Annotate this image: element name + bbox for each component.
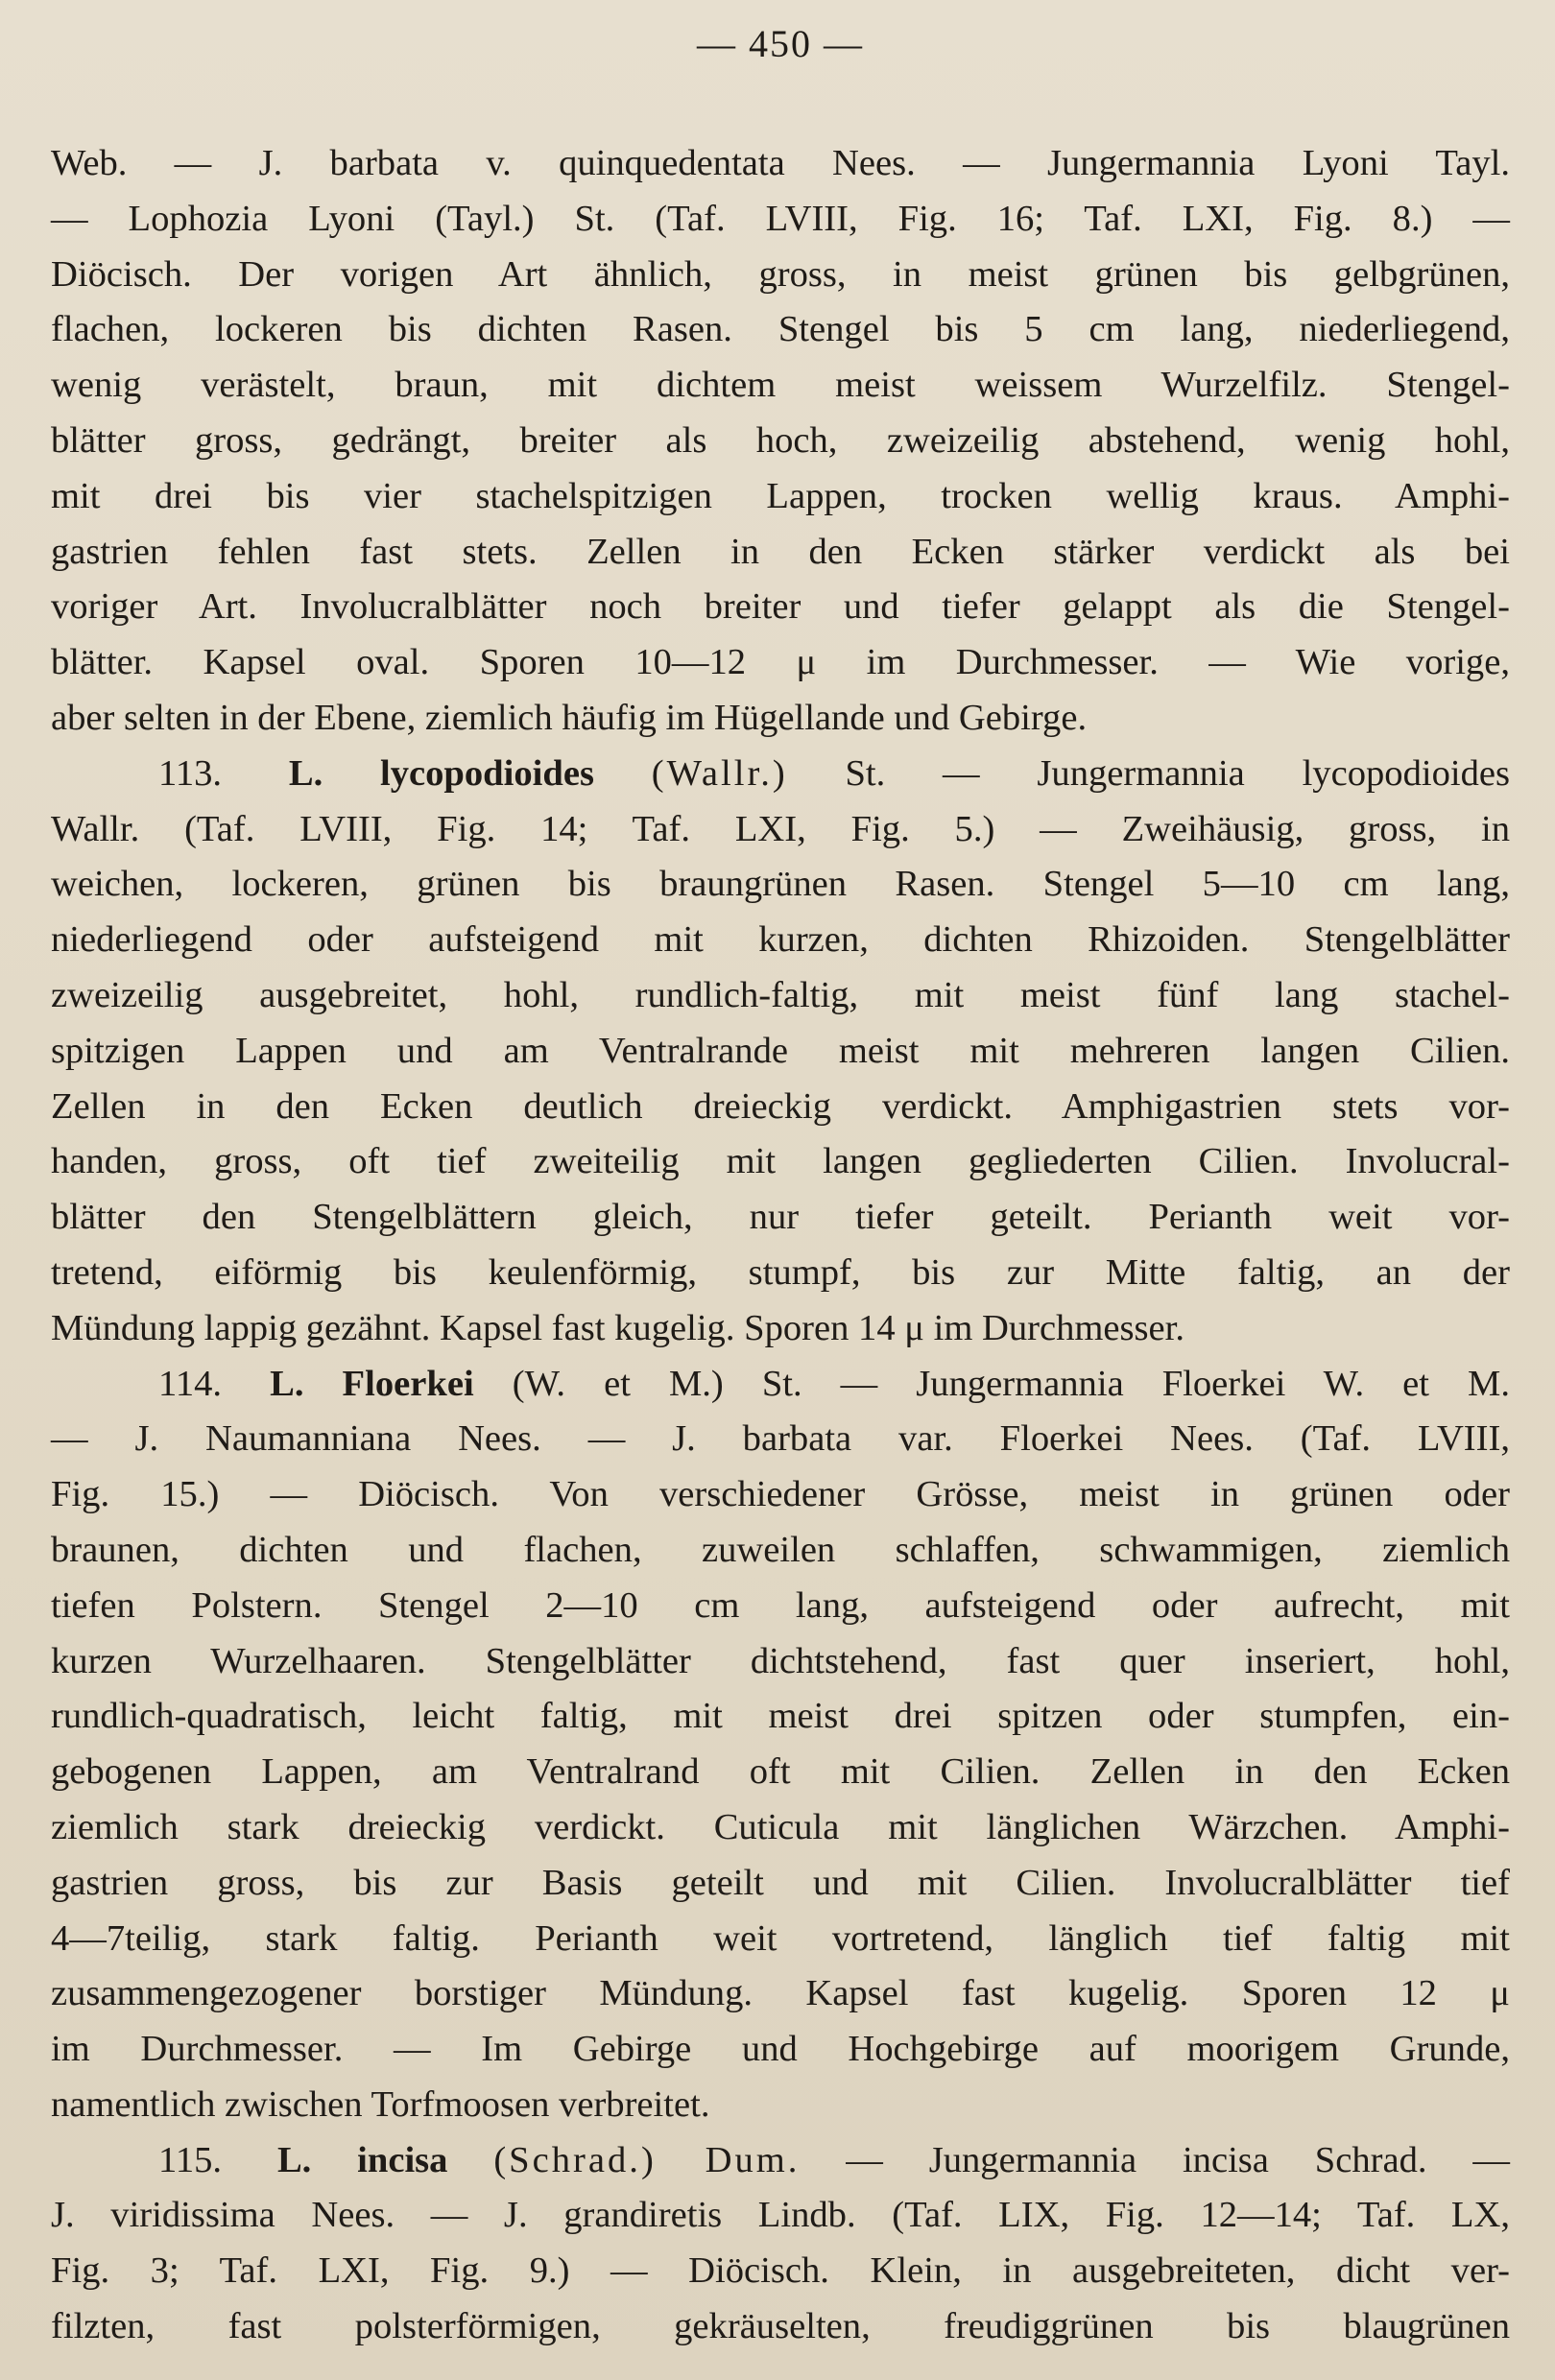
text-line: rundlich-quadratisch, leicht faltig, mit meist drei spitzen oder stumpfen, ein- <box>51 1696 1510 1737</box>
entry-number: 115. <box>158 2139 223 2180</box>
text-line: kurzen Wurzelhaaren. Stengelblätter dichtstehend, fast quer inseriert, hohl, <box>51 1640 1510 1681</box>
species-name: L. lycopodioides <box>288 752 594 794</box>
text-line: mit drei bis vier stachelspitzigen Lappen, trocken wellig kraus. Amphi- <box>51 475 1510 516</box>
text-line: aber selten in der Ebene, ziemlich häufig im Hügellande und Gebirge. <box>51 697 1088 738</box>
text-line: handen, gross, oft tief zweiteilig mit langen gegliederten Cilien. Involucral- <box>51 1141 1510 1182</box>
text-line: wenig verästelt, braun, mit dichtem meist weissem Wurzelfilz. Stengel- <box>51 365 1510 406</box>
text-line: zusammengezogener borstiger Mündung. Kapsel fast kugelig. Sporen 12 μ <box>51 1973 1510 2014</box>
text-line: blätter gross, gedrängt, breiter als hoch, zweizeilig abstehend, wenig hohl, <box>51 419 1510 461</box>
text-line: im Durchmesser. — Im Gebirge und Hochgebirge auf moorigem Grunde, <box>51 2029 1510 2070</box>
page-number: — 450 — <box>697 22 864 65</box>
species-entry-114 <box>51 1357 1510 2133</box>
text-line: — Lophozia Lyoni (Tayl.) St. (Taf. LVIII, Fig. 16; Taf. LXI, Fig. 8.) — <box>51 198 1510 239</box>
text-line: gastrien gross, bis zur Basis geteilt und mit Cilien. Involucralblätter tief <box>51 1862 1510 1903</box>
text-line: Wallr. (Taf. LVIII, Fig. 14; Taf. LXI, Fig. 5.) — Zweihäusig, gross, in <box>51 808 1510 849</box>
text-line: gebogenen Lappen, am Ventralrand oft mit Cilien. Zellen in den Ecken <box>51 1751 1510 1793</box>
text-line: J. viridissima Nees. — J. grandiretis Lindb. (Taf. LIX, Fig. 12—14; Taf. LX, <box>51 2195 1510 2236</box>
text-line: ziemlich stark dreieckig verdickt. Cuticula mit länglichen Wärzchen. Amphi- <box>51 1806 1510 1847</box>
text-line: — J. Naumanniana Nees. — J. barbata var. Floerkei Nees. (Taf. LVIII, <box>51 1418 1510 1460</box>
text-line: zweizeilig ausgebreitet, hohl, rundlich-faltig, mit meist fünf lang stachel- <box>51 974 1510 1015</box>
species-author: (W. et M.) <box>512 1363 724 1404</box>
text-line: tretend, eiförmig bis keulenförmig, stumpf, bis zur Mitte faltig, an der <box>51 1251 1510 1293</box>
text-line: blätter den Stengelblättern gleich, nur tiefer geteilt. Perianth weit vor- <box>51 1197 1510 1238</box>
entry-heading-line <box>51 2133 1510 2189</box>
entry-heading-line <box>51 747 1510 802</box>
text-line: Web. — J. barbata v. quinquedentata Nees. — Jungermannia Lyoni Tayl. <box>51 143 1510 183</box>
text-line: 4—7teilig, stark faltig. Perianth weit vortretend, länglich tief faltig mit <box>51 1917 1510 1959</box>
text-line: braunen, dichten und flachen, zuweilen schlaffen, schwammigen, ziemlich <box>51 1529 1510 1570</box>
text-line: voriger Art. Involucralblätter noch breiter und tiefer gelappt als die Stengel- <box>51 586 1510 628</box>
entry-text: St. — Jungermannia lycopodioides <box>845 752 1511 794</box>
text-line: spitzigen Lappen und am Ventralrande meist mit mehreren langen Cilien. <box>51 1030 1510 1071</box>
text-line: namentlich zwischen Torfmoosen verbreitet. <box>51 2083 710 2125</box>
species-name: L. incisa <box>276 2139 448 2180</box>
entry-heading-line <box>51 1357 1510 1413</box>
entry-text: St. — Jungermannia Floerkei W. et M. <box>761 1363 1510 1404</box>
text-line: weichen, lockeren, grünen bis braungrünen Rasen. Stengel 5—10 cm lang, <box>51 864 1510 905</box>
text-line: gastrien fehlen fast stets. Zellen in den Ecken stärker verdickt als bei <box>51 531 1510 572</box>
species-author: (Wallr.) <box>651 752 788 794</box>
text-line: blätter. Kapsel oval. Sporen 10—12 μ im Durchmesser. — Wie vorige, <box>51 642 1510 683</box>
text-line: Zellen in den Ecken deutlich dreieckig verdickt. Amphigastrien stets vor- <box>51 1085 1510 1127</box>
text-line: filzten, fast polsterförmigen, gekräuselten, freudiggrünen bis blaugrünen <box>51 2306 1510 2347</box>
species-entry-115 <box>51 2133 1510 2355</box>
species-author: (Schrad.) Dum. <box>493 2139 801 2180</box>
text-line: Fig. 15.) — Diöcisch. Von verschiedener Grösse, meist in grünen oder <box>51 1474 1510 1515</box>
text-line: Mündung lappig gezähnt. Kapsel fast kugelig. Sporen 14 μ im Durchmesser. <box>51 1307 1185 1348</box>
text-line: tiefen Polstern. Stengel 2—10 cm lang, aufsteigend oder aufrecht, mit <box>51 1584 1510 1626</box>
species-entry-113 <box>51 747 1510 1357</box>
entry-number: 113. <box>158 752 223 794</box>
text-line: niederliegend oder aufsteigend mit kurzen, dichten Rhizoiden. Stengelblätter <box>51 919 1510 961</box>
text-line: flachen, lockeren bis dichten Rasen. Stengel bis 5 cm lang, niederliegend, <box>51 309 1510 350</box>
species-name: L. Floerkei <box>270 1363 474 1404</box>
text-line: Fig. 3; Taf. LXI, Fig. 9.) — Diöcisch. Klein, in ausgebreiteten, dicht ver- <box>51 2250 1510 2292</box>
entry-number: 114. <box>158 1363 223 1404</box>
entry-text: — Jungermannia incisa Schrad. — <box>846 2139 1510 2180</box>
text-line: Diöcisch. Der vorigen Art ähnlich, gross, in meist grünen bis gelbgrünen, <box>51 253 1510 295</box>
continued-paragraph <box>51 136 1510 747</box>
